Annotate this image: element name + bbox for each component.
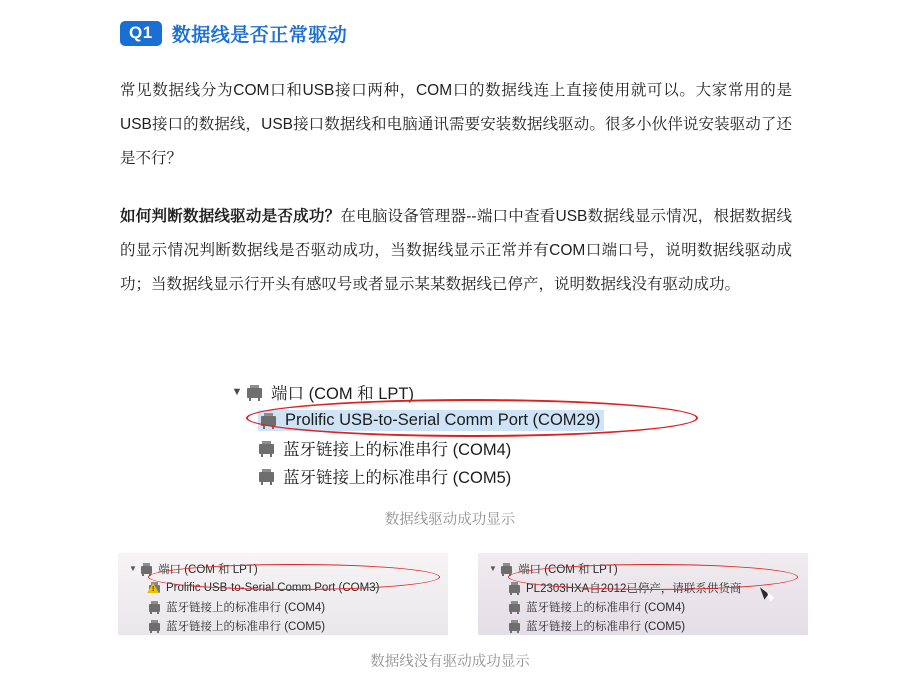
paragraph-howto-body: 在电脑设备管理器--端口中查看USB数据线显示情况，根据数据线的显示情况判断数据线是否驱动成功，当数据线显示正常并有COM口端口号，说明数据线驱动成功；当数据线显示行开头有感叹号或者显示某某数据线已停产，说明数据线没有驱动成功。: [120, 208, 792, 293]
selected-device-row: [258, 410, 604, 431]
device-label: 蓝牙链接上的标准串行 (COM5): [283, 469, 512, 487]
chevron-down-icon: ▼: [231, 386, 243, 398]
caption-success: 数据线驱动成功显示: [384, 512, 516, 528]
port-icon: [258, 469, 275, 484]
tree-root-row: [486, 559, 808, 578]
device-label: 蓝牙链接上的标准串行 (COM4): [166, 601, 326, 614]
device-label: PL2303HXA自2012已停产，请联系供货商: [526, 582, 742, 595]
device-label: Prolific USB-to-Serial Comm Port (COM3): [166, 581, 380, 594]
port-icon: [140, 563, 153, 575]
warning-port-icon: !: [148, 582, 161, 594]
tree-item-row: [126, 616, 448, 635]
tree-item-row: [126, 578, 448, 597]
device-manager-fail-left: [118, 553, 448, 635]
port-icon: [500, 563, 513, 575]
port-icon: [508, 582, 521, 594]
tree-item-row: [486, 597, 808, 616]
tree-root-label: 端口 (COM 和 LPT): [271, 385, 414, 403]
paragraph-howto: [120, 200, 792, 302]
device-label: 蓝牙链接上的标准串行 (COM5): [166, 620, 326, 633]
tree-root-row: [228, 378, 698, 406]
port-icon: [148, 601, 161, 613]
device-label: 蓝牙链接上的标准串行 (COM4): [283, 441, 512, 459]
question-header: [120, 20, 347, 47]
port-icon: [148, 620, 161, 632]
paragraph-intro: 常见数据线分为COM口和USB接口两种，COM口的数据线连上直接使用就可以。大家常用的是USB接口的数据线，USB接口数据线和电脑通讯需要安装数据线驱动。很多小伙伴说安装驱动了还是不行？: [120, 82, 792, 167]
tree-root-label: 端口 (COM 和 LPT): [158, 563, 258, 576]
tree-item-row: [228, 434, 698, 462]
port-icon: [260, 413, 277, 428]
tree-root-row: [126, 559, 448, 578]
chevron-down-icon: ▼: [129, 564, 137, 573]
tree-item-row: [486, 616, 808, 635]
tree-item-row: [126, 597, 448, 616]
device-label: 蓝牙链接上的标准串行 (COM5): [526, 620, 686, 633]
tree-item-row: [228, 462, 698, 490]
port-icon: [508, 620, 521, 632]
port-icon: [508, 601, 521, 613]
page-title: 数据线是否正常驱动: [171, 25, 348, 46]
device-manager-fail-right: [478, 553, 808, 635]
tree-item-row: [228, 406, 698, 434]
device-label: Prolific USB-to-Serial Comm Port (COM29): [285, 410, 601, 429]
device-manager-success: [228, 378, 698, 490]
question-badge: Q1: [120, 21, 162, 47]
paragraph-howto-lead: 如何判断数据线驱动是否成功？: [120, 208, 341, 225]
device-label: 蓝牙链接上的标准串行 (COM4): [526, 601, 686, 614]
port-icon: [258, 441, 275, 456]
caption-fail: 数据线没有驱动成功显示: [370, 654, 530, 670]
port-icon: [246, 385, 263, 400]
tree-root-label: 端口 (COM 和 LPT): [518, 563, 618, 576]
chevron-down-icon: ▼: [489, 564, 497, 573]
